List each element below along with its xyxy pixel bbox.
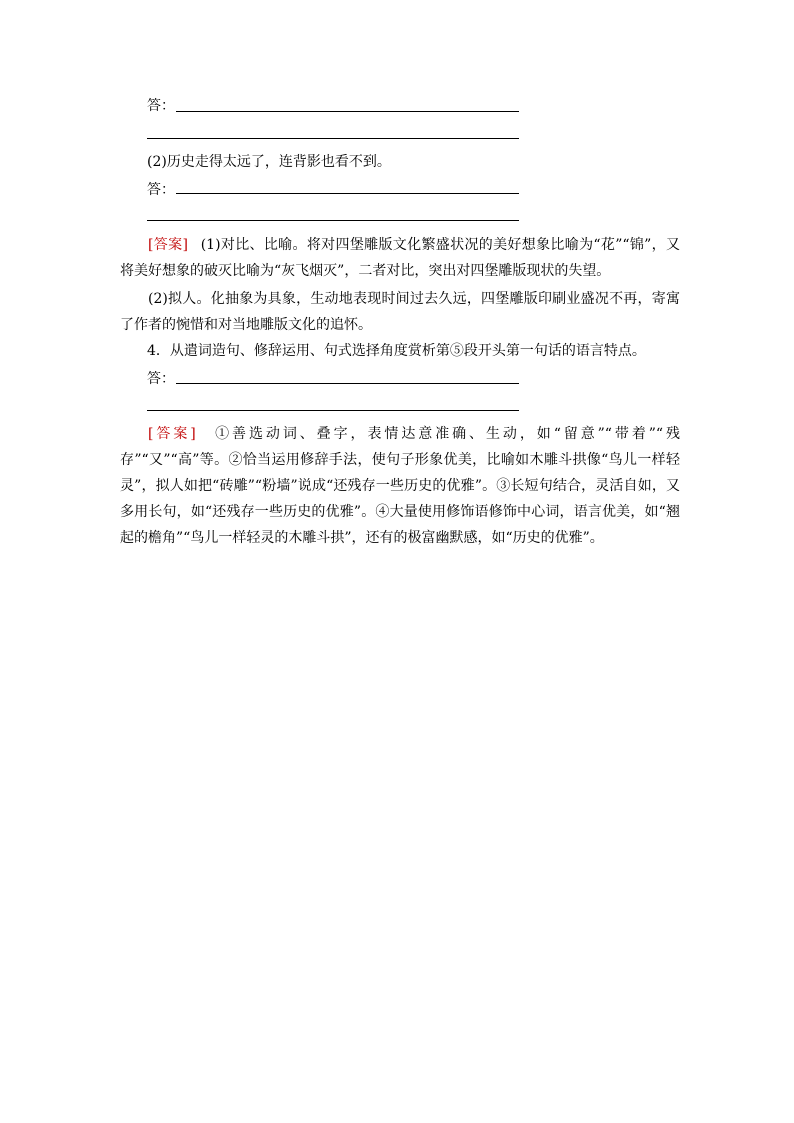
answer-line[interactable] (176, 193, 519, 194)
answer-line[interactable] (176, 383, 519, 384)
answer-line[interactable] (147, 410, 519, 411)
answer-line[interactable] (147, 138, 519, 139)
answer-paragraph (120, 421, 680, 551)
question-stem: (2)历史走得太远了，连背影也看不到。 (147, 154, 391, 170)
answer-paragraph (120, 232, 680, 284)
answer-text: (1)对比、比喻。将对四堡雕版文化繁盛状况的美好想象比喻为“花”“锦”，又将美好想象的破灭比喻为“灰飞烟灭”，二者对比，突出对四堡雕版现状的失望。 (120, 237, 680, 279)
answer-tag: [答案] (148, 237, 188, 253)
answer-prompt: 答： (147, 371, 175, 387)
answer-prompt: 答： (147, 182, 175, 198)
answer-prompt: 答： (147, 98, 175, 114)
answer-text: ①善选动词、叠字，表情达意准确、生动，如“留意”“带着”“残存”“又”“高”等。②恰当运用修辞手法，使句子形象优美，比喻如木雕斗拱像“鸟儿一样轻灵”，拟人如把“砖雕”“粉墙”说成“还残存一些历史的优雅”。③长短句结合，灵活自如，又多用长句，如“还残存一些历史的优雅”。④大量使用修饰语修饰中心词，语言优美，如“翘起的檐角”“鸟儿一样轻灵的木雕斗拱”，还有的极富幽默感，如“历史的优雅”。 (120, 426, 680, 546)
answer-paragraph (120, 286, 680, 338)
question-stem: 4．从遣词造句、修辞运用、句式选择角度赏析第⑤段开头第一句话的语言特点。 (147, 343, 646, 359)
answer-text: (2)拟人。化抽象为具象，生动地表现时间过去久远，四堡雕版印刷业盛况不再，寄寓了作者的惋惜和对当地雕版文化的追怀。 (120, 291, 680, 333)
answer-tag: [答案] (148, 426, 196, 442)
answer-line[interactable] (147, 220, 519, 221)
answer-line[interactable] (176, 111, 519, 112)
